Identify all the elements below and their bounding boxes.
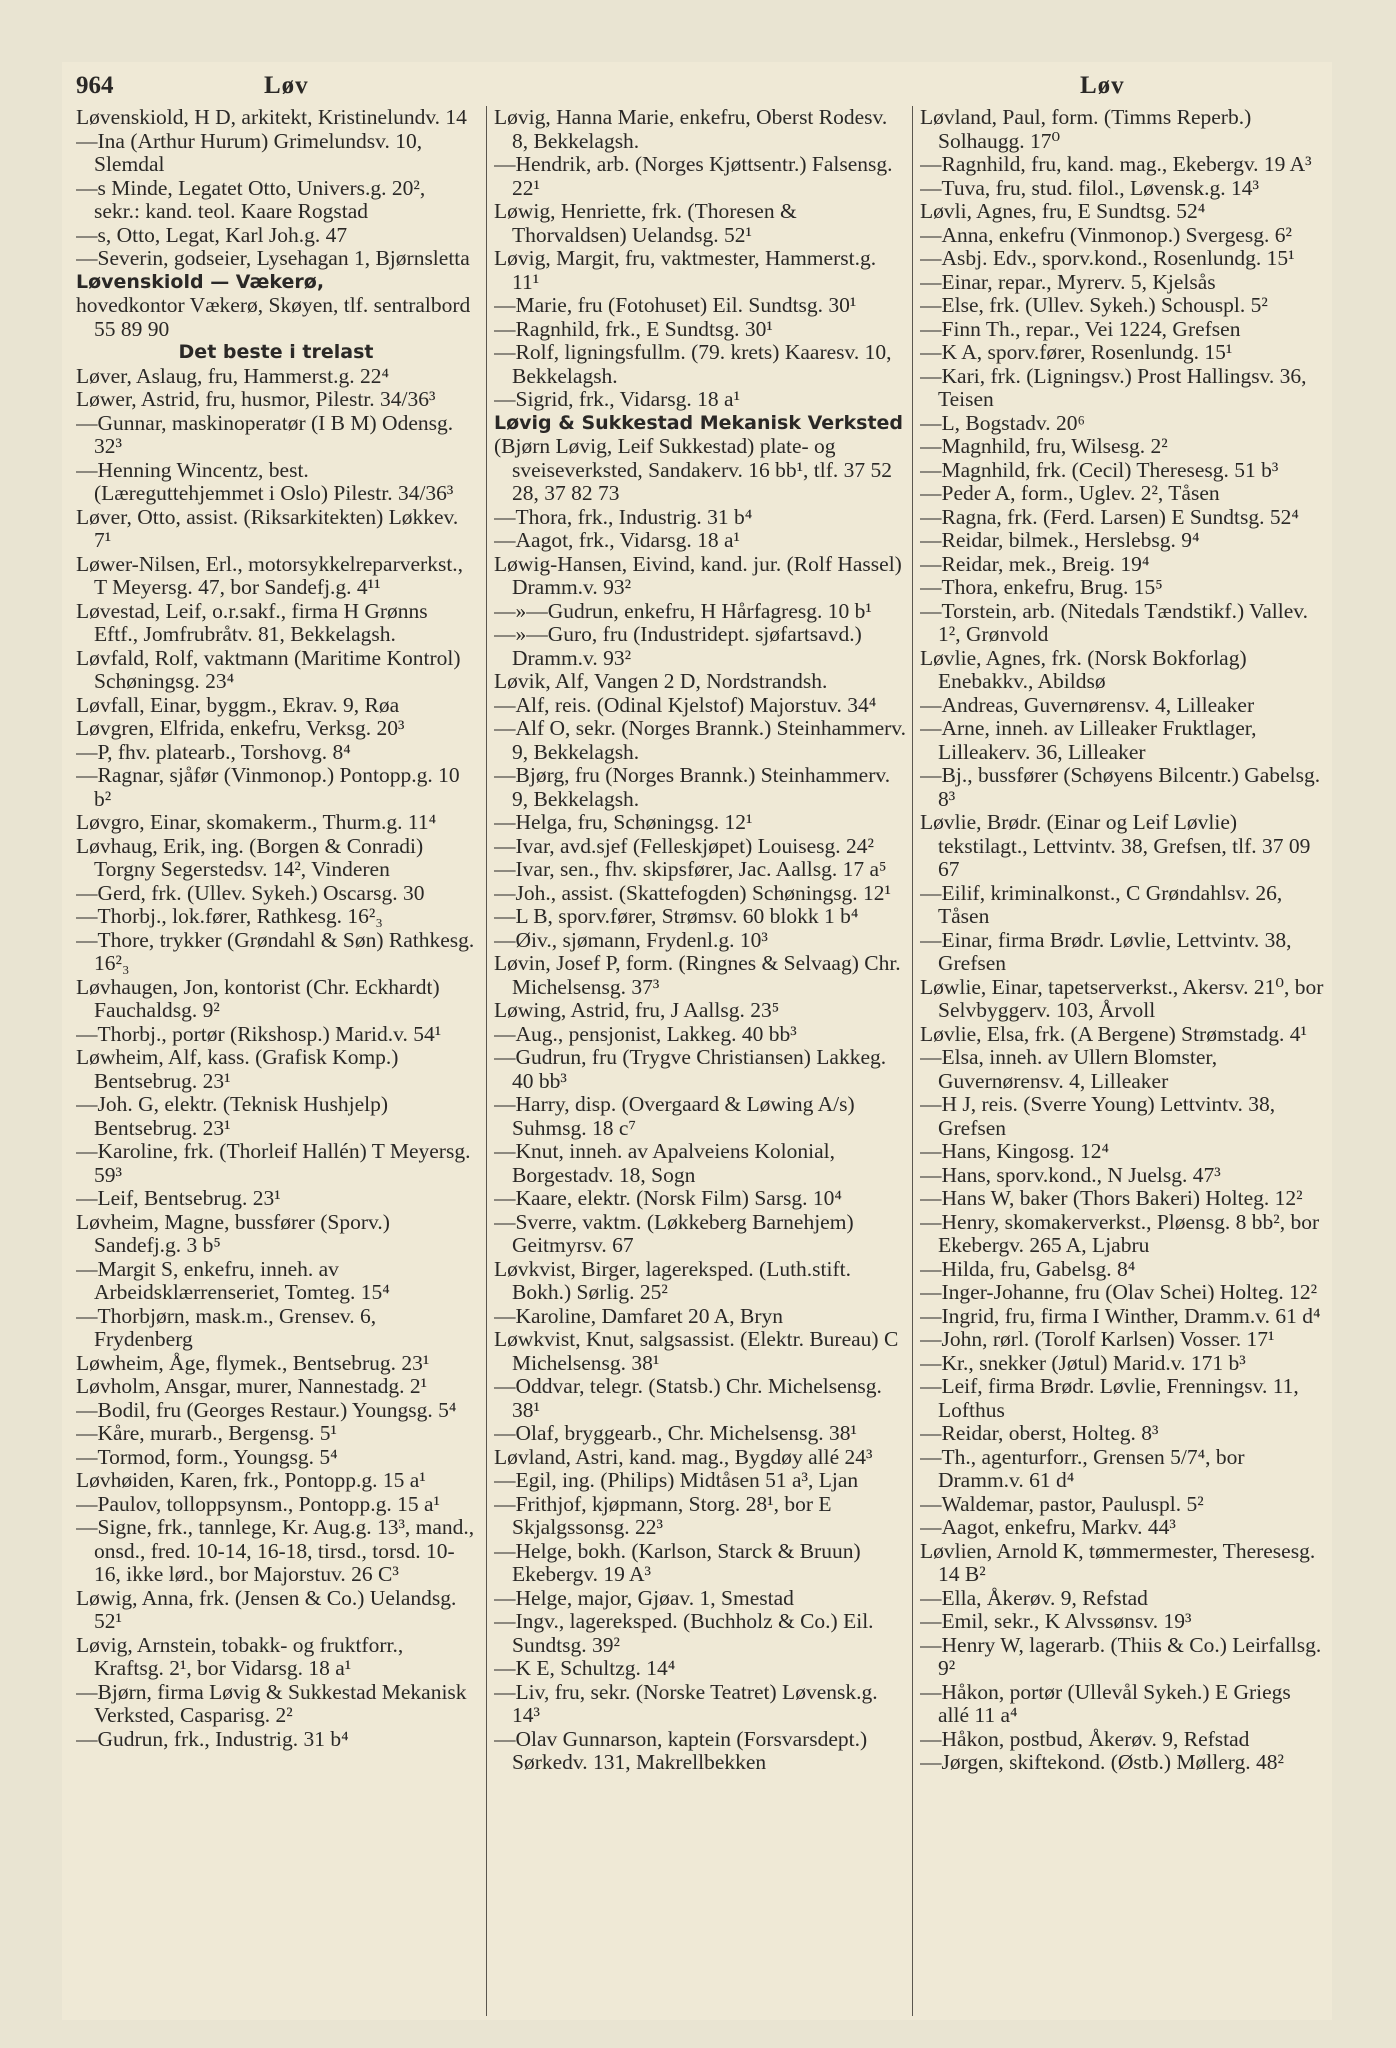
directory-entry: Løwkvist, Knut, salgsassist. (Elektr. Bureau) C Michelsensg. 38¹ [494,1327,899,1375]
directory-entry: —Thora, frk., Industrig. 31 b⁴ [494,504,753,529]
directory-entry: —Kari, frk. (Ligningsv.) Prost Hallingsv. 36, Teisen [920,363,1307,411]
directory-entry: —Aug., pensjonist, Lakkeg. 40 bb³ [494,1021,797,1046]
directory-entry: —Øiv., sjømann, Frydenl.g. 10³ [494,927,768,952]
directory-entry: —Oddvar, telegr. (Statsb.) Chr. Michelsensg. 38¹ [494,1374,882,1422]
directory-entry: —Einar, firma Brødr. Løvlie, Lettvintv. 38, Grefsen [920,927,1292,975]
directory-entry: Løvholm, Ansgar, murer, Nannestadg. 2¹ [76,1374,428,1398]
directory-entry: —Aagot, frk., Vidarsg. 18 a¹ [494,528,740,552]
directory-entry: —Karoline, Damfaret 20 A, Bryn [494,1303,783,1328]
directory-entry: —Th., agenturforr., Grensen 5/7⁴, bor Dramm.v. 61 d⁴ [920,1444,1245,1492]
directory-entry: Løvenskiold, H D, arkitekt, Kristinelundv. 14 [76,106,467,129]
column-rule [486,106,487,2016]
directory-entry: —John, rørl. (Torolf Karlsen) Vossег. 17¹ [920,1327,1275,1351]
directory-entry: Løwer, Astrid, fru, husmor, Pilestr. 34/36³ [76,387,436,411]
directory-entry: —Bjørn, firma Løvig & Sukkestad Mekanisk Verksted, Casparisg. 2² [76,1679,467,1727]
directory-entry: —Knut, inneh. av Apalveiens Kolonial, Borgestadv. 18, Sogn [494,1139,835,1187]
directory-entry: —Gudrun, fru (Trygve Christiansen) Lakkeg. 40 bb³ [494,1045,887,1093]
directory-entry: —Peder A, form., Uglev. 2², Tåsen [920,481,1220,505]
directory-entry: —Frithjof, kjøpmann, Storg. 28¹, bor E Skjalgssonsg. 22³ [494,1491,832,1539]
directory-entry: —Ingv., lagereksped. (Buchholz & Co.) Eil. Sundtsg. 39² [494,1609,874,1657]
directory-entry: —H J, reis. (Sverre Young) Lettvintv. 38, Grefsen [920,1092,1276,1140]
directory-entry: Løvkvist, Birger, lagereksped. (Luth.stift. Bokh.) Sørlig. 25² [494,1256,852,1304]
directory-column-3 [920,106,1324,2018]
directory-entry: —Henry W, lagerarb. (Thiis & Co.) Leirfallsg. 9² [920,1632,1322,1680]
directory-entry: —Signe, frk., tannlege, Kr. Aug.g. 13³, mand., onsd., fred. 10-14, 16-18, tirsd., torsd. 10-16, ikke lørd., bor Majorstuv. 26 C³ [76,1515,475,1586]
directory-entry: —Gunnar, maskinoperatør (I B M) Odensg. 32³ [76,410,454,458]
page-number: 964 [76,72,114,99]
directory-entry: —Kaare, elektr. (Norsk Film) Sarsg. 10⁴ [494,1186,842,1210]
directory-column-2 [494,106,906,2018]
directory-entry: —s, Otto, Legat, Karl Joh.g. 47 [76,222,348,247]
directory-entry: —Jørgen, skiftekond. (Østb.) Møllerg. 48² [920,1750,1284,1774]
directory-entry: —Bjørg, fru (Norges Brannk.) Steinhammerv. 9, Bekkelagsh. [494,763,891,811]
directory-entry: —Bodil, fru (Georges Restaur.) Youngsg. 5⁴ [76,1397,457,1422]
directory-entry: —Olaf, bryggearb., Chr. Michelsensg. 38¹ [494,1421,857,1445]
directory-entry: —Marie, fru (Fotohuset) Eil. Sundtsg. 30¹ [494,293,857,317]
directory-entry: —Egil, ing. (Philips) Midtåsen 51 a³, Ljan [494,1468,859,1492]
directory-entry: —Hendrik, arb. (Norges Kjøttsentr.) Falsensg. 22¹ [494,152,893,200]
directory-entry: —Thorbj., lok.fører, Rathkesg. 16²₃ [76,904,383,928]
directory-entry: —Ivar, avd.sjef (Felleskjøpet) Louisesg. 24² [494,833,874,858]
directory-entry: —Torstein, arb. (Nitedals Tændstikf.) Vallev. 1², Grønvold [920,598,1309,646]
directory-entry: —Bj., bussfører (Schøyens Bilcentr.) Gabelsg. 8³ [920,763,1321,811]
directory-entry: —Ivar, sen., fhv. skipsfører, Jac. Aallsg. 17 a⁵ [494,857,887,881]
column-rule [912,106,913,2016]
directory-entry: —Henry, skomakerverkst., Pløensg. 8 bb², bor Ekebergv. 265 A, Ljabru [920,1209,1320,1257]
directory-entry: Løvhaugen, Jon, kontorist (Chr. Eckhardt) Fauchaldsg. 9² [76,974,440,1022]
directory-entry: —Thore, trykker (Grøndahl & Søn) Rathkesg. 16²₃ [76,927,475,975]
directory-entry: —Arne, inneh. av Lilleaker Fruktlager, Lilleakerv. 36, Lilleaker [920,716,1257,764]
directory-entry: Løvland, Paul, form. (Timms Reperb.) Solhaugg. 17⁰ [920,106,1252,153]
directory-entry: —»—Gudrun, enkefru, H Hårfagresg. 10 b¹ [494,598,872,623]
directory-entry: Løvig & Sukkestad Mekanisk Verksted [494,411,904,434]
directory-entry: —Håkon, portør (Ullevål Sykeh.) E Griegs allé 11 a⁴ [920,1679,1291,1727]
directory-entry: Løvgro, Einar, skomakerm., Thurm.g. 11⁴ [76,810,437,834]
directory-entry: Løvig, Margit, fru, vaktmester, Hammerst.g. 11¹ [494,246,877,294]
directory-entry: —Gerd, frk. (Ullev. Sykeh.) Oscarsg. 30 [76,880,425,905]
directory-entry: —Ingrid, fru, firma I Winther, Dramm.v. 61 d⁴ [920,1303,1321,1328]
directory-entry: Løwlie, Einar, tapetserverkst., Akersv. 21⁰, bor Selvbyggerv. 103, Årvoll [920,974,1324,1022]
directory-entry: Løwig, Anna, frk. (Jensen & Co.) Uelandsg. 52¹ [76,1585,457,1633]
directory-entry: —Joh., assist. (Skattefogden) Schøningsg. 12¹ [494,880,892,905]
directory-entry: —L, Bogstadv. 20⁶ [920,410,1085,435]
directory-entry: Løwer-Nilsen, Erl., motorsykkelreparverkst., T Meyersg. 47, bor Sandefj.g. 4¹¹ [76,551,464,599]
directory-entry: Løvland, Astri, kand. mag., Bygdøy allé 24³ [494,1444,873,1469]
directory-entry: —Aagot, enkefru, Markv. 44³ [920,1515,1176,1539]
directory-entry: —Inger-Johanne, fru (Olav Schei) Holteg. 12² [920,1280,1318,1304]
directory-entry: —Harry, disp. (Overgaard & Løwing A/s) Suhmsg. 18 c⁷ [494,1092,855,1140]
directory-entry: Løvlien, Arnold K, tømmermester, Theresesg. 14 B² [920,1538,1316,1586]
directory-entry: —Håkon, postbud, Åkerøv. 9, Refstad [920,1726,1250,1751]
directory-entry: —Leif, Bentsebrug. 23¹ [76,1186,281,1210]
directory-entry: —Ragnhild, fru, kand. mag., Ekebergv. 19 A³ [920,152,1312,176]
directory-entry: —Severin, godseier, Lysehagan 1, Bjørnsletta [76,246,470,270]
directory-entry: Løwig-Hansen, Eivind, kand. jur. (Rolf Hassel) Dramm.v. 93² [494,551,902,599]
directory-entry: Løvlie, Agnes, frk. (Norsk Bokforlag) Enebakkv., Abildsø [920,645,1247,693]
directory-column-1 [76,106,476,2018]
directory-entry: Løvenskiold — Vækerø, [76,270,325,293]
directory-entry: —Henning Wincentz, best. (Læreguttehjemmet i Oslo) Pilestr. 34/36³ [76,457,454,505]
directory-entry: —Helga, fru, Schøningsg. 12¹ [494,810,753,834]
directory-entry: —Asbj. Edv., sporv.kond., Rosenlundg. 15¹ [920,246,1295,270]
directory-entry: Løver, Otto, assist. (Riksarkitekten) Løkkev. 7¹ [76,504,459,552]
directory-entry: —Magnhild, frk. (Cecil) Theresesg. 51 b³ [920,457,1279,482]
directory-entry: —K A, sporv.fører, Rosenlundg. 15¹ [920,340,1233,364]
directory-entry: —Karoline, frk. (Thorleif Hallén) T Meyersg. 59³ [76,1139,471,1187]
directory-entry: —Alf O, sekr. (Norges Brannk.) Steinhammerv. 9, Bekkelagsh. [494,716,906,764]
directory-entry: —Kåre, murarb., Bergensg. 5¹ [76,1421,337,1445]
directory-entry: —Andreas, Guvernørensv. 4, Lilleaker [920,692,1255,717]
directory-entry: —Hans, sporv.kond., N Juelsg. 47³ [920,1162,1221,1187]
directory-entry: Løwig, Henriette, frk. (Thoresen & Thorvaldsen) Uelandsg. 52¹ [494,199,797,247]
directory-entry: Løvhaug, Erik, ing. (Borgen & Conradi) Torgny Segerstedsv. 14², Vinderen [76,833,424,881]
directory-entry: —Hans W, baker (Thors Bakeri) Holteg. 12² [920,1186,1303,1210]
directory-entry: —P, fhv. platearb., Torshovg. 8⁴ [76,739,351,764]
running-head-left: Løv [264,72,309,99]
directory-entry: hovedkontor Vækerø, Skøyen, tlf. sentralbord 55 89 90 [76,293,471,341]
directory-entry: —Else, frk. (Ullev. Sykeh.) Schouspl. 5² [920,293,1268,317]
directory-entry: —Rolf, ligningsfullm. (79. krets) Kaaresv. 10, Bekkelagsh. [494,340,892,388]
directory-entry: —Kr., snekker (Jøtul) Marid.v. 171 b³ [920,1350,1246,1375]
directory-entry: —Thora, enkefru, Brug. 15⁵ [920,575,1163,599]
directory-entry: —Hilda, fru, Gabelsg. 8⁴ [920,1256,1136,1281]
directory-entry: —Margit S, enkefru, inneh. av Arbeidsklærrenseriet, Tomteg. 15⁴ [76,1256,390,1304]
directory-entry: —Emil, sekr., K Alvssønsv. 19³ [920,1609,1192,1633]
directory-entry: Løvig, Arnstein, tobakk- og fruktforr., Kraftsg. 2¹, bor Vidarsg. 18 a¹ [76,1632,404,1680]
directory-entry: —Ella, Åkerøv. 9, Refstad [920,1585,1148,1610]
directory-entry: —Anna, enkefru (Vinmonop.) Svergesg. 6² [920,222,1292,247]
directory-entry: —Sverre, vaktm. (Løkkeberg Barnehjem) Geitmyrsv. 67 [494,1209,854,1257]
directory-entry: —Reidar, oberst, Holteg. 8³ [920,1421,1159,1445]
directory-entry: —Liv, fru, sekr. (Norske Teatret) Løvensk.g. 14³ [494,1679,878,1727]
directory-entry: —Ina (Arthur Hurum) Grimelundsv. 10, Slemdal [76,128,423,176]
directory-entry: Løvfald, Rolf, vaktmann (Maritime Kontrol) Schøningsg. 23⁴ [76,645,461,693]
directory-entry: Løvig, Hanna Marie, enkefru, Oberst Rodesv. 8, Bekkelagsh. [494,106,888,153]
directory-entry: —»—Guro, fru (Industridept. sjøfartsavd.) Dramm.v. 93² [494,622,862,670]
directory-entry: —Elsa, inneh. av Ullern Blomster, Guvernørensv. 4, Lilleaker [920,1045,1218,1093]
directory-entry: —Thorbj., portør (Rikshosp.) Marid.v. 54¹ [76,1021,442,1046]
directory-entry: —Olav Gunnarson, kaptein (Forsvarsdept.) Sørkedv. 131, Makrellbekken [494,1726,868,1774]
directory-page [62,62,1332,2020]
directory-entry: —Eilif, kriminalkonst., C Grøndahlsv. 26, Tåsen [920,880,1283,928]
directory-entry: —Helge, major, Gjøav. 1, Smestad [494,1585,794,1610]
directory-entry: Løvlie, Elsa, frk. (A Bergene) Strømstadg. 4¹ [920,1021,1307,1046]
directory-entry: Løvlie, Brødr. (Einar og Leif Løvlie) tekstilagt., Lettvintv. 38, Grefsen, tlf. 37 09 67 [920,810,1311,881]
directory-entry: Løvin, Josef P, form. (Ringnes & Selvaag) Chr. Michelsensg. 37³ [494,951,901,999]
directory-entry: —K E, Schultzg. 14⁴ [494,1656,676,1680]
directory-entry: —Einar, repar., Myrerv. 5, Kjelsås [920,269,1216,294]
directory-entry: —Thorbjørn, mask.m., Grensev. 6, Frydenberg [76,1303,377,1351]
directory-entry: Løvli, Agnes, fru, E Sundtsg. 52⁴ [920,199,1206,223]
directory-entry: —Reidar, bilmek., Herslebsg. 9⁴ [920,528,1200,552]
directory-entry: Løvheim, Magne, bussfører (Sporv.) Sandefj.g. 3 b⁵ [76,1209,390,1257]
directory-entry: Løvfall, Einar, byggm., Ekrav. 9, Røa [76,692,400,717]
directory-entry: Løvestad, Leif, o.r.sakf., firma H Grønns Eftf., Jomfrubråtv. 81, Bekkelagsh. [76,598,428,646]
directory-entry: —Gudrun, frk., Industrig. 31 b⁴ [76,1726,349,1751]
directory-entry: —Alf, reis. (Odinal Kjelstof) Majorstuv. 34⁴ [494,692,877,717]
directory-entry: Løwing, Astrid, fru, J Aallsg. 23⁵ [494,998,780,1022]
directory-entry: —Sigrid, frk., Vidarsg. 18 a¹ [494,387,741,411]
directory-entry: Løvhøiden, Karen, frk., Pontopp.g. 15 a¹ [76,1468,426,1492]
directory-entry: Det beste i trelast [178,341,374,363]
directory-entry: —Waldemar, pastor, Pauluspl. 5² [920,1491,1204,1516]
directory-entry: —Hans, Kingosg. 12⁴ [920,1139,1110,1163]
directory-entry: Løvik, Alf, Vangen 2 D, Nordstrandsh. [494,669,828,693]
directory-entry: —Ragnhild, frk., E Sundtsg. 30¹ [494,316,773,341]
directory-entry: —L B, sporv.fører, Strømsv. 60 blokk 1 b⁴ [494,904,859,928]
directory-entry: —Tormod, form., Youngsg. 5⁴ [76,1444,338,1469]
directory-entry: —Leif, firma Brødr. Løvlie, Frenningsv. 11, Lofthus [920,1374,1299,1422]
directory-entry: Løvgren, Elfrida, enkefru, Verksg. 20³ [76,716,405,740]
directory-entry: —Tuva, fru, stud. filol., Løvensk.g. 14³ [920,175,1259,200]
directory-entry: Løwheim, Åge, flymek., Bentsebrug. 23¹ [76,1350,430,1375]
directory-entry: Løwheim, Alf, kass. (Grafisk Komp.) Bentsebrug. 23¹ [76,1045,399,1093]
directory-entry: —Reidar, mek., Breig. 19⁴ [920,551,1150,576]
directory-entry: —s Minde, Legatet Otto, Univers.g. 20², sekr.: kand. teol. Kaare Rogstad [76,175,426,223]
directory-entry: —Joh. G, elektr. (Teknisk Hushjelp) Bentsebrug. 23¹ [76,1092,388,1140]
directory-entry: —Ragna, frk. (Ferd. Larsen) E Sundtsg. 52⁴ [920,504,1299,529]
running-head-right: Løv [1080,72,1125,99]
directory-entry: Løver, Aslaug, fru, Hammerst.g. 22⁴ [76,363,389,388]
directory-entry: —Helge, bokh. (Karlson, Starck & Bruun) Ekebergv. 19 A³ [494,1538,861,1586]
directory-entry: —Ragnar, sjåfør (Vinmonop.) Pontopp.g. 10 b² [76,763,460,811]
directory-entry: —Finn Th., repar., Vei 1224, Grefsen [920,316,1241,341]
directory-entry: —Paulov, tolloppsynsm., Pontopp.g. 15 a¹ [76,1491,440,1516]
directory-entry: —Magnhild, fru, Wilsesg. 2² [920,434,1168,458]
directory-entry: (Bjørn Løvig, Leif Sukkestad) plate- og sveiseverksted, Sandakerv. 16 bb¹, tlf. 37 52 28, 37 82 73 [494,434,893,505]
